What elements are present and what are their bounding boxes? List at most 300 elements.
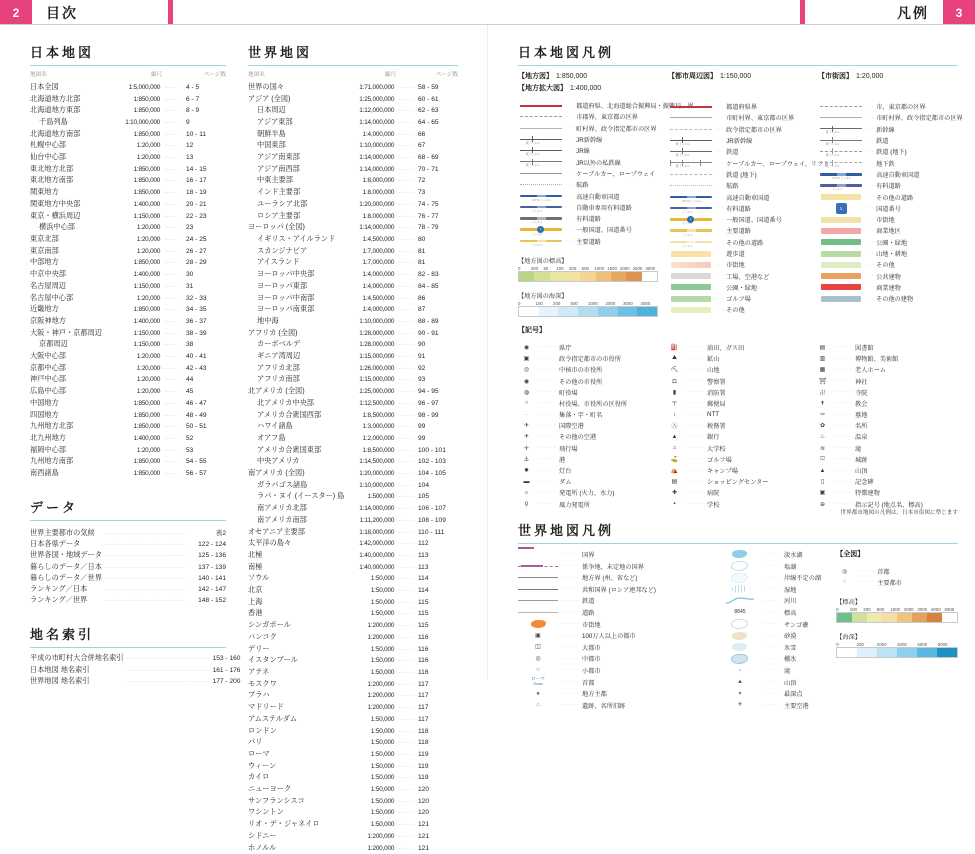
map-pages: 8 - 9 <box>186 107 200 115</box>
symbol-row <box>666 487 810 498</box>
color-swatch <box>821 239 861 245</box>
legend-row <box>518 123 658 134</box>
scale-tick: 6000 <box>917 642 928 648</box>
table-row[interactable] <box>30 140 226 152</box>
leader-dots: ······ <box>398 611 414 618</box>
legend-symbol <box>818 192 864 203</box>
leader-dots: ······ <box>164 84 180 91</box>
table-row[interactable] <box>248 152 458 164</box>
table-row[interactable] <box>248 819 458 831</box>
symbol-label: 墓地 <box>855 412 868 420</box>
map-scale: 1:50,000 <box>370 587 395 595</box>
table-row[interactable] <box>248 491 458 503</box>
table-row[interactable] <box>30 210 226 222</box>
leader-dots: ······· <box>686 378 705 385</box>
table-row[interactable] <box>30 374 226 386</box>
table-row[interactable] <box>30 280 226 292</box>
map-pages: 66 <box>418 130 426 138</box>
table-row[interactable] <box>248 713 458 725</box>
symbol-row <box>814 409 958 420</box>
leader-dots: ······ <box>398 716 414 723</box>
map-name: 南アメリカ (全図) <box>248 468 305 478</box>
table-row[interactable] <box>248 175 458 187</box>
map-name: 四国地方 <box>30 409 59 419</box>
legend-label: 山地・耕地 <box>876 251 908 258</box>
table-row[interactable] <box>30 199 226 211</box>
table-row[interactable] <box>30 163 226 175</box>
leader-dots: ··· <box>866 284 875 291</box>
table-row[interactable] <box>30 257 226 269</box>
leader-dots: ······ <box>398 412 414 419</box>
map-pages: 87 <box>418 306 426 314</box>
leader-dots: ··· <box>716 194 725 201</box>
legend-row <box>668 214 808 225</box>
map-scale: 1:4,000,000 <box>362 130 395 138</box>
symbol-glyph-icon: ✛ <box>523 445 530 452</box>
legend-symbol <box>668 158 714 169</box>
legend-symbol <box>518 157 564 168</box>
table-row[interactable] <box>248 468 458 480</box>
table-row[interactable] <box>248 362 458 374</box>
legend-row <box>818 135 958 146</box>
table-row[interactable] <box>248 327 458 339</box>
leader-dots: ······ <box>398 119 414 126</box>
world-legend-row <box>720 665 828 677</box>
table-row[interactable] <box>248 386 458 398</box>
table-row[interactable] <box>248 187 458 199</box>
symbol-label: 油田、ガス田 <box>707 344 745 352</box>
scale-tick: 2000 <box>605 300 616 306</box>
color-swatch <box>671 273 711 279</box>
table-row[interactable] <box>248 374 458 386</box>
table-row[interactable] <box>30 234 226 246</box>
table-row[interactable] <box>248 749 458 761</box>
world-legend-label: 地方界 (州、省など) <box>582 575 638 583</box>
scale-tick: 200 <box>863 607 871 613</box>
map-scale: 1:10,000,000 <box>125 118 161 126</box>
leader-dots: ··· <box>716 148 725 155</box>
map-name: 上海 <box>248 596 263 606</box>
symbol-label: 寺院 <box>855 389 868 397</box>
leader-dots: ······· <box>686 355 705 362</box>
leader-dots: ······· <box>762 667 781 674</box>
table-row[interactable] <box>248 245 458 257</box>
leader-dots: ··· <box>566 193 575 200</box>
leader-dots: ··· <box>566 102 575 109</box>
world-legend-symbol <box>518 631 558 641</box>
table-row[interactable] <box>248 210 458 222</box>
table-row[interactable] <box>248 772 458 784</box>
map-name: アジア (全図) <box>248 93 291 103</box>
col-header-scale: 縮尺 <box>150 72 163 78</box>
color-swatch <box>671 262 711 268</box>
list-item[interactable] <box>30 561 226 572</box>
symbol-label: 郵便局 <box>707 400 726 408</box>
table-row[interactable] <box>30 269 226 281</box>
table-row[interactable] <box>248 690 458 702</box>
table-row[interactable] <box>248 737 458 749</box>
table-row[interactable] <box>248 526 458 538</box>
table-row[interactable] <box>248 842 458 854</box>
table-row[interactable] <box>248 678 458 690</box>
map-pages: 36 - 37 <box>186 317 207 325</box>
map-scale: 1:200,000 <box>367 832 395 840</box>
leader-dots: ······ <box>398 763 414 770</box>
map-name: 世界の国々 <box>248 81 284 91</box>
map-pages: 42 - 43 <box>186 364 207 372</box>
map-pages: 117 <box>418 704 429 712</box>
table-row[interactable] <box>30 105 226 117</box>
leader-dots: ······· <box>834 445 853 452</box>
leader-dots: ··· <box>866 261 875 268</box>
table-row[interactable] <box>30 128 226 140</box>
scale-tick: 4000 <box>930 607 941 613</box>
table-row[interactable] <box>30 93 226 105</box>
table-row[interactable] <box>248 269 458 281</box>
map-pages: 26 - 27 <box>186 247 207 255</box>
table-row[interactable] <box>248 140 458 152</box>
list-item[interactable] <box>30 653 240 664</box>
symbol-glyph-icon: ✈ <box>523 434 530 441</box>
color-swatch <box>821 296 861 302</box>
table-row[interactable] <box>30 175 226 187</box>
table-row[interactable] <box>30 433 226 445</box>
leader-dots: ································ <box>104 553 189 560</box>
table-row[interactable] <box>30 304 226 316</box>
table-row[interactable] <box>248 397 458 409</box>
table-row[interactable] <box>248 655 458 667</box>
capital-label-icon: ローマ Roma <box>531 676 545 686</box>
legend-row <box>518 111 658 122</box>
legend-label: 商業地区 <box>876 228 901 236</box>
list-item[interactable] <box>30 664 240 675</box>
leader-dots: ······· <box>561 679 580 685</box>
table-row[interactable] <box>248 550 458 562</box>
leader-dots: ······ <box>398 213 414 220</box>
road-symbol: JCT IC トンネル <box>520 192 562 201</box>
table-row[interactable] <box>248 807 458 819</box>
leader-dots: ······ <box>398 494 414 501</box>
table-row[interactable] <box>248 339 458 351</box>
symbol-row <box>518 398 662 409</box>
table-row[interactable] <box>248 596 458 608</box>
table-row[interactable] <box>30 409 226 421</box>
table-row[interactable] <box>248 702 458 714</box>
table-row[interactable] <box>248 93 458 105</box>
map-name: 広島中心部 <box>30 386 66 396</box>
table-row[interactable] <box>30 397 226 409</box>
legend-symbol <box>518 168 564 179</box>
table-row[interactable] <box>248 784 458 796</box>
world-legend-label: 鉄道 <box>582 598 595 606</box>
map-scale: 1:4,500,000 <box>362 294 395 302</box>
world-legend-label: 山頂 <box>784 679 797 687</box>
leader-dots: ······ <box>164 119 180 126</box>
table-row[interactable] <box>248 608 458 620</box>
map-name: 名古屋中心部 <box>30 292 74 302</box>
map-name: ローマ <box>248 748 270 758</box>
table-row[interactable] <box>30 82 226 94</box>
leader-dots: ······ <box>398 365 414 372</box>
world-legend-section <box>518 509 958 711</box>
symbols-title: 【記号】 <box>518 326 546 334</box>
world-legend-symbol <box>518 665 558 675</box>
table-row[interactable] <box>248 351 458 363</box>
table-row[interactable] <box>30 245 226 257</box>
legend-symbol <box>818 158 864 169</box>
table-row[interactable] <box>248 304 458 316</box>
leader-dots: ······· <box>834 422 853 429</box>
list-item[interactable] <box>30 675 240 686</box>
line-symbol <box>670 117 712 118</box>
table-row[interactable] <box>248 234 458 246</box>
table-row[interactable] <box>248 515 458 527</box>
table-row[interactable] <box>248 421 458 433</box>
world-legend-symbol <box>518 700 558 710</box>
symbol-row <box>666 465 810 476</box>
leader-dots: ······· <box>834 433 853 440</box>
table-row[interactable] <box>30 187 226 199</box>
map-name: ウィーン <box>248 760 277 770</box>
table-row[interactable] <box>248 316 458 328</box>
table-row[interactable] <box>30 386 226 398</box>
table-row[interactable] <box>30 292 226 304</box>
symbol-row <box>666 476 810 487</box>
map-pages: 108 - 109 <box>418 516 446 524</box>
leader-dots: ······· <box>538 344 557 351</box>
map-name: インド主要部 <box>257 187 301 197</box>
right-page-title: 凡例 <box>897 5 929 21</box>
leader-dots: ······· <box>762 574 781 581</box>
world-legend-row <box>518 618 712 630</box>
table-row[interactable] <box>30 327 226 339</box>
map-pages: 119 <box>418 750 429 758</box>
symbol-label: 村役場、市役所の区役所 <box>559 400 628 408</box>
symbol-row <box>666 498 810 509</box>
color-swatch <box>821 251 861 257</box>
legend-label: 自動車専用有料道路 <box>576 204 632 212</box>
scale-tick: 1500 <box>607 265 617 271</box>
map-scale: 1:14,000,000 <box>359 118 395 126</box>
world-legend-symbol <box>720 607 760 617</box>
map-scale: 1:20,000,000 <box>359 200 395 208</box>
table-row[interactable] <box>248 163 458 175</box>
regional-elevation-title: 【地方図の標高】 <box>518 257 568 265</box>
table-row[interactable] <box>30 351 226 363</box>
map-pages: 6 - 7 <box>186 95 200 103</box>
leader-dots: ··· <box>716 137 725 144</box>
table-row[interactable] <box>30 421 226 433</box>
table-row[interactable] <box>248 573 458 585</box>
entry-name: 暮らしのデータ／世界 <box>30 572 102 582</box>
table-row[interactable] <box>248 561 458 573</box>
table-row[interactable] <box>248 643 458 655</box>
river-icon <box>725 596 755 605</box>
map-scale: 1:200,000 <box>367 692 395 700</box>
table-row[interactable] <box>248 632 458 644</box>
line-symbol <box>520 128 562 129</box>
map-pages: 38 <box>186 341 194 349</box>
japan-legend-columns <box>518 71 963 317</box>
world-legend-symbol <box>720 584 760 594</box>
scale-tick: 2000 <box>619 265 630 271</box>
map-scale: 1:14,000,000 <box>359 154 395 162</box>
world-legend-symbol <box>720 689 760 699</box>
leader-dots: ······ <box>398 740 414 747</box>
map-pages: 120 <box>418 809 430 817</box>
world-legend-label: 標高 <box>784 609 797 617</box>
table-row[interactable] <box>30 152 226 164</box>
legend-row <box>518 179 658 190</box>
world-legend-symbol <box>518 619 558 629</box>
table-row[interactable] <box>30 339 226 351</box>
map-name: 北アメリカ (全図) <box>248 386 305 396</box>
leader-dots: ······· <box>834 378 853 385</box>
leader-dots: ······· <box>538 378 557 385</box>
map-glyph-icon: ▾ <box>738 690 742 697</box>
map-name: 北京 <box>248 585 263 595</box>
list-item[interactable] <box>30 539 226 550</box>
map-pages: 117 <box>418 715 429 723</box>
map-name: 東京・横浜周辺 <box>30 210 81 220</box>
symbol-row <box>518 498 662 509</box>
map-scale: 1:7,000,000 <box>362 247 395 255</box>
legend-label: 高速自動車国道 <box>726 194 770 202</box>
table-row[interactable] <box>248 433 458 445</box>
map-pages: 46 - 47 <box>186 399 207 407</box>
table-row[interactable] <box>248 292 458 304</box>
table-row[interactable] <box>248 479 458 491</box>
area-blob-icon <box>732 550 747 558</box>
entry-pages: 161 - 176 <box>212 666 241 674</box>
symbol-label: 銀行 <box>707 434 720 442</box>
map-name: リオ・デ・ジャネイロ <box>248 819 320 829</box>
table-row[interactable] <box>248 199 458 211</box>
map-scale: 1:50,000 <box>370 739 395 747</box>
symbols-column-2 <box>666 342 810 510</box>
table-row[interactable] <box>248 585 458 597</box>
legend-row <box>818 214 958 225</box>
table-row[interactable] <box>248 128 458 140</box>
symbol-label: 病院 <box>707 490 720 498</box>
table-row[interactable] <box>248 409 458 421</box>
symbol-row <box>666 398 810 409</box>
urban-legend-head <box>668 71 808 81</box>
map-scale: 1:28,000,000 <box>359 341 395 349</box>
map-scale: 1:850,000 <box>133 399 161 407</box>
table-row[interactable] <box>248 117 458 129</box>
leader-dots: ······· <box>538 478 557 485</box>
map-scale: 1:20,000 <box>136 446 161 454</box>
table-row[interactable] <box>248 503 458 515</box>
list-item[interactable] <box>30 583 226 594</box>
table-row[interactable] <box>248 280 458 292</box>
railway-symbol: 駅 トンネル <box>520 135 562 144</box>
city-legend-group <box>818 71 963 317</box>
leader-dots: ······ <box>398 681 414 688</box>
world-maps-heading: 世界地図 <box>248 45 313 60</box>
legend-symbol <box>818 214 864 225</box>
list-item[interactable] <box>30 550 226 561</box>
legend-row <box>668 157 830 169</box>
legend-symbol <box>518 123 564 134</box>
leader-dots: ······ <box>164 295 180 302</box>
map-pages: 118 <box>418 727 429 735</box>
map-name: マドリード <box>248 702 284 712</box>
line-symbol <box>518 600 558 601</box>
table-row[interactable] <box>248 82 458 94</box>
table-row[interactable] <box>248 831 458 843</box>
road-symbol: トンネル <box>520 237 562 246</box>
symbol-glyph-icon: ⛺ <box>670 468 679 475</box>
table-row[interactable] <box>248 444 458 456</box>
table-row[interactable] <box>248 538 458 550</box>
list-item[interactable] <box>30 595 226 606</box>
map-pages: 115 <box>418 598 429 606</box>
legend-label: 政令指定都市の区界 <box>726 126 782 134</box>
table-row[interactable] <box>248 760 458 772</box>
scale-tick: 0 <box>836 607 839 613</box>
map-name: 東京南部 <box>30 245 59 255</box>
table-row[interactable] <box>248 456 458 468</box>
map-scale: 1:850,000 <box>133 423 161 431</box>
map-name: ハワイ諸島 <box>257 421 293 431</box>
table-row[interactable] <box>248 795 458 807</box>
world-depth-ticks <box>836 642 958 647</box>
list-item[interactable] <box>30 572 226 583</box>
table-row[interactable] <box>248 667 458 679</box>
table-row[interactable] <box>30 468 226 480</box>
leader-dots: ······ <box>398 201 414 208</box>
world-legend-row <box>720 560 828 572</box>
leader-dots: ······ <box>164 248 180 255</box>
table-row[interactable] <box>248 620 458 632</box>
leader-dots: ······ <box>398 798 414 805</box>
table-row[interactable] <box>248 222 458 234</box>
list-item[interactable] <box>30 526 226 538</box>
table-row[interactable] <box>248 725 458 737</box>
table-row[interactable] <box>248 105 458 117</box>
leader-dots: ······· <box>686 366 705 373</box>
symbol-row <box>666 454 810 465</box>
leader-dots: ··· <box>566 181 575 188</box>
world-legend-row <box>518 688 712 700</box>
symbol-row <box>814 431 958 442</box>
table-row[interactable] <box>30 362 226 374</box>
leader-dots: ······· <box>561 597 580 604</box>
leader-dots: ······ <box>164 389 180 396</box>
symbol-row <box>666 387 810 398</box>
map-name: 北九州地方 <box>30 432 66 442</box>
regional-elevation-ticks <box>518 266 658 271</box>
regional-depth-bar <box>518 306 658 317</box>
map-scale: 1:20,000 <box>136 247 161 255</box>
leader-dots: ······· <box>762 655 781 662</box>
japan-maps-column <box>30 42 241 686</box>
map-scale: 1:200,000 <box>367 680 395 688</box>
table-row[interactable] <box>30 117 226 129</box>
table-row[interactable] <box>30 222 226 234</box>
table-row[interactable] <box>30 316 226 328</box>
world-legend-symbol <box>720 596 760 606</box>
table-row[interactable] <box>248 257 458 269</box>
map-scale: 1:50,000 <box>370 727 395 735</box>
world-depth-title: 【海深】 <box>836 634 861 642</box>
legend-symbol <box>668 146 714 157</box>
map-name: シンガポール <box>248 620 291 630</box>
table-row[interactable] <box>30 444 226 456</box>
table-row[interactable] <box>30 456 226 468</box>
